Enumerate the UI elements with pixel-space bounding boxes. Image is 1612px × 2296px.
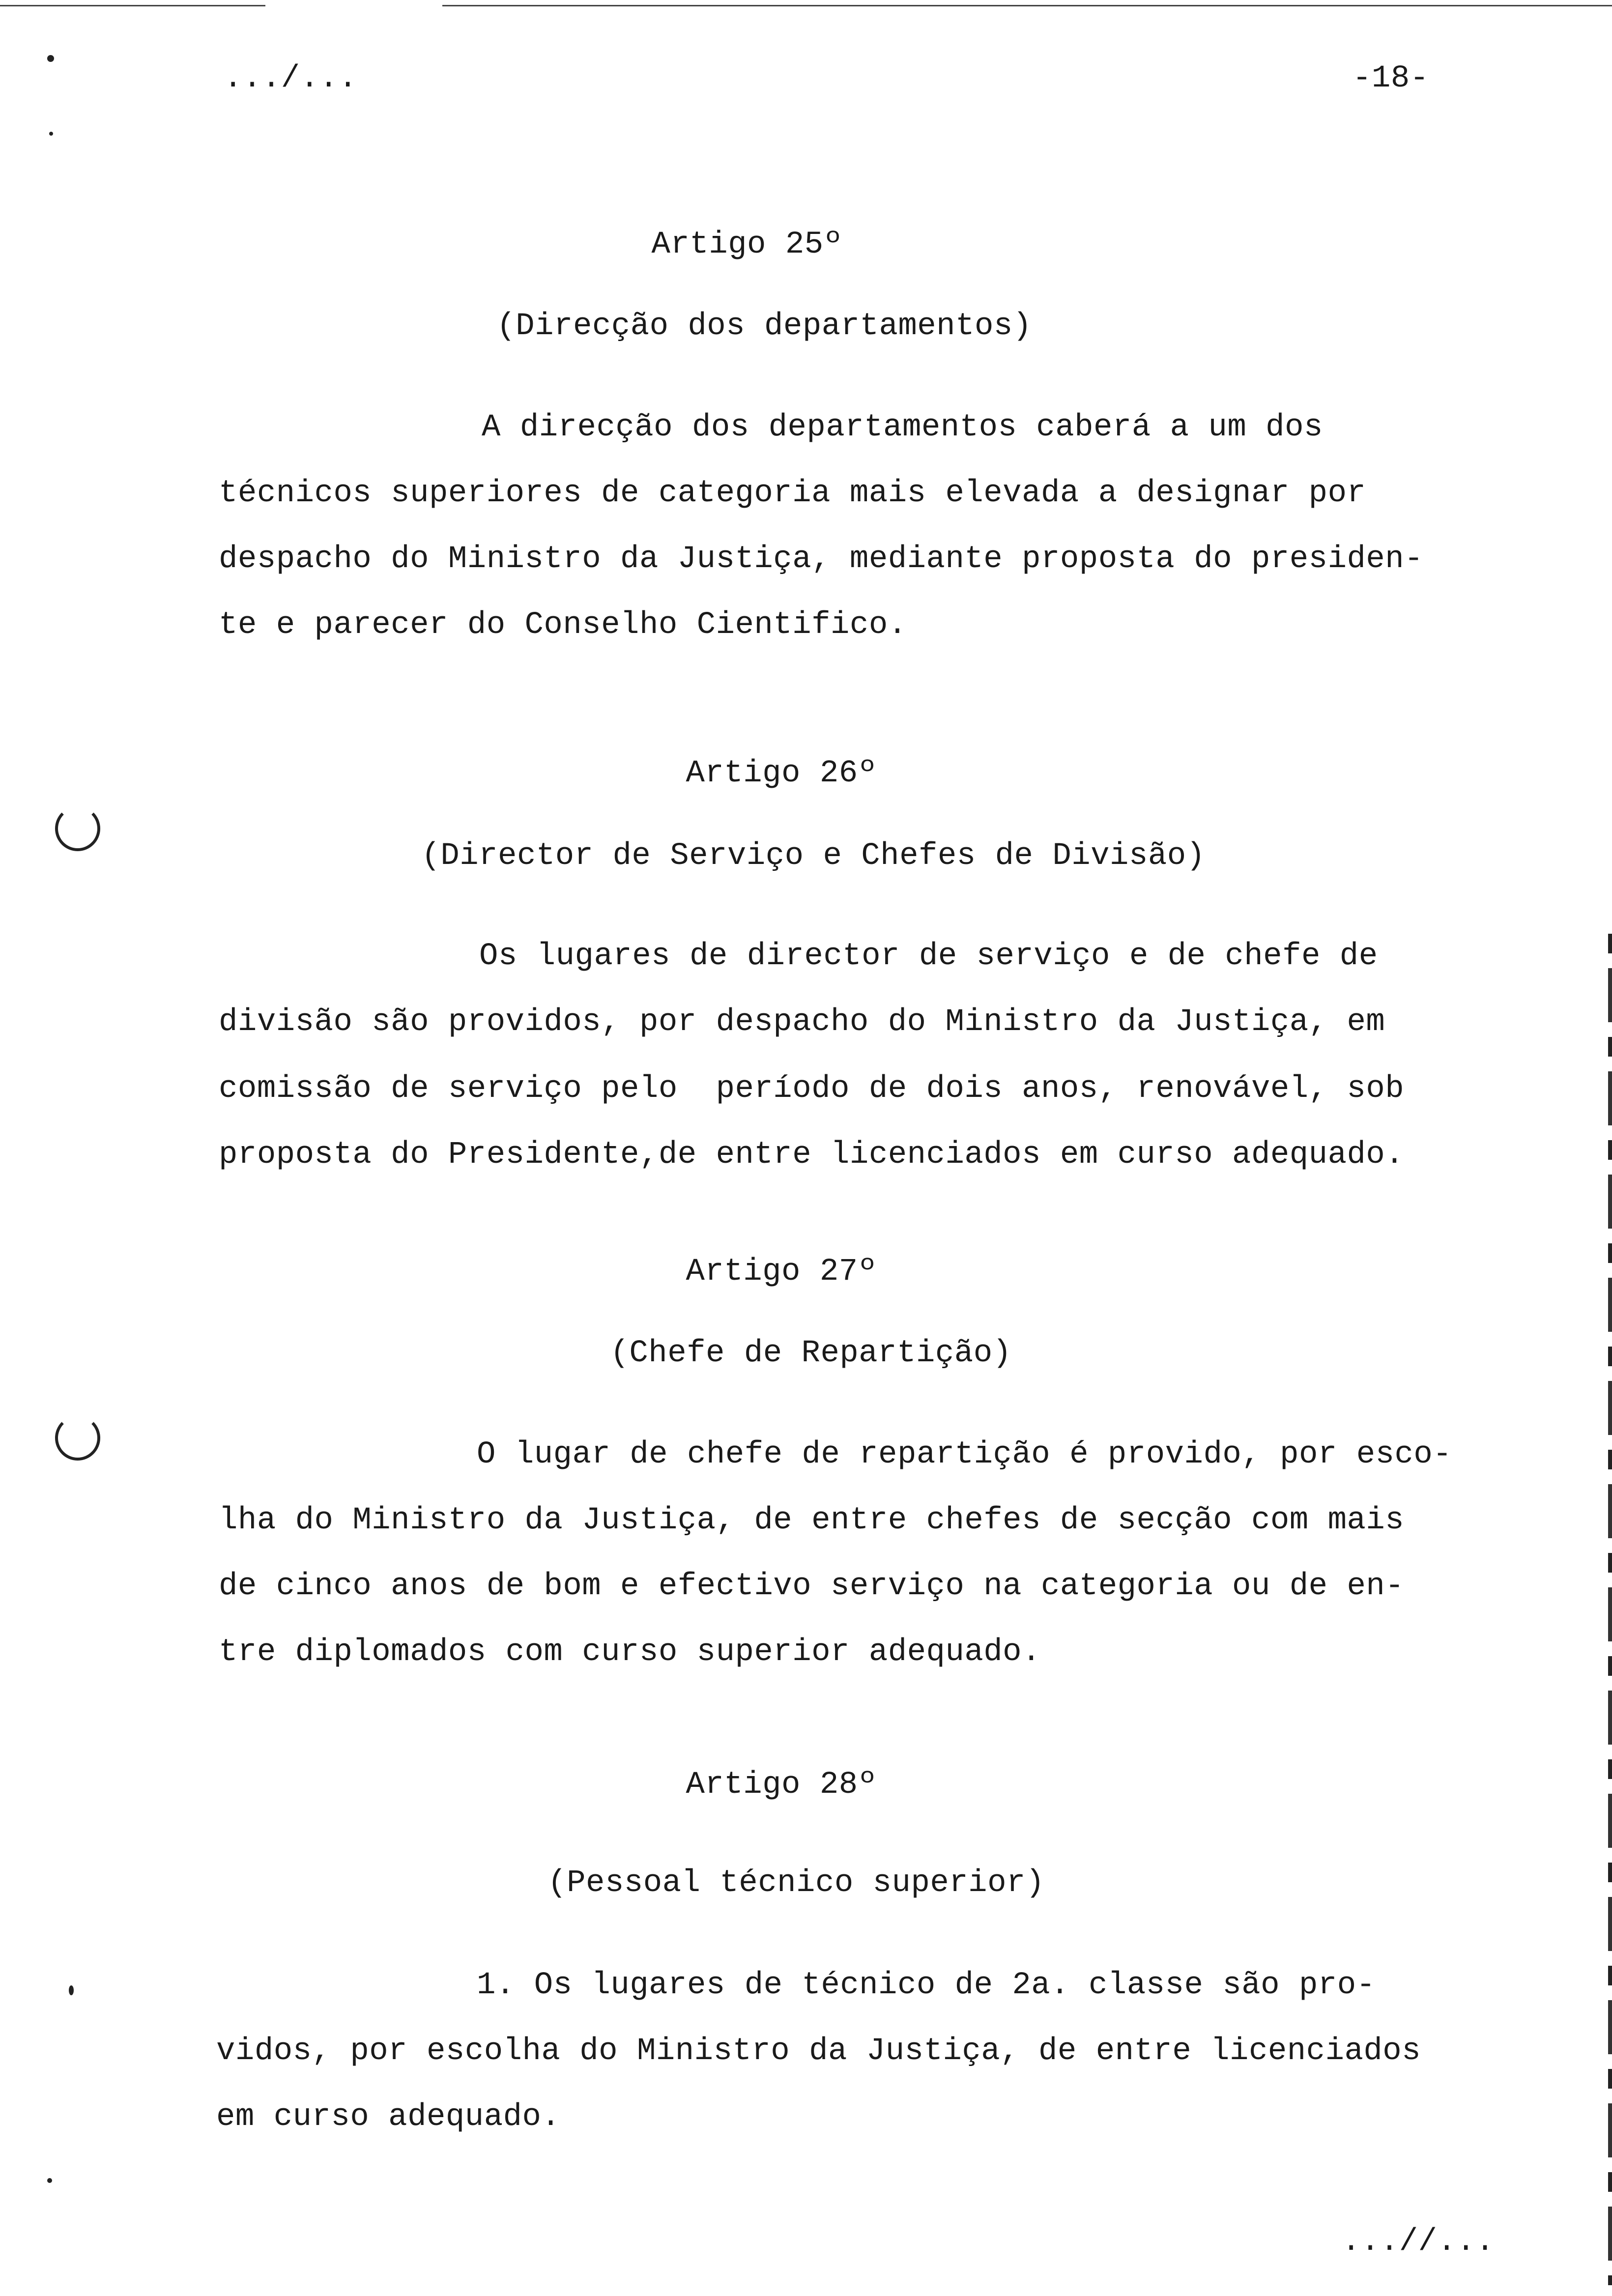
article-26-line: comissão de serviço pelo período de dois anos, renovável, sob: [219, 1071, 1405, 1107]
scan-dot: [47, 55, 54, 62]
article-27-line: lha do Ministro da Justiça, de entre chefes de secção com mais: [219, 1503, 1405, 1538]
scan-dot: [69, 1985, 74, 1995]
article-25-title: Artigo 25º: [651, 227, 843, 262]
article-25-subtitle: (Direcção dos departamentos): [496, 309, 1032, 344]
article-26-line: Os lugares de director de serviço e de chefe de: [479, 939, 1378, 974]
article-27-line: tre diplomados com curso superior adequado.: [219, 1635, 1041, 1670]
article-26-title: Artigo 26º: [686, 756, 877, 791]
footer-continuation: ...//...: [1342, 2224, 1495, 2260]
article-27-line: O lugar de chefe de repartição é provido, por esco-: [477, 1437, 1452, 1472]
article-26-subtitle: (Director de Serviço e Chefes de Divisão): [421, 838, 1206, 874]
header-continuation: .../...: [224, 61, 358, 96]
article-28-line: em curso adequado.: [216, 2099, 561, 2135]
article-27-subtitle: (Chefe de Repartição): [610, 1336, 1012, 1371]
article-26-line: divisão são providos, por despacho do Ministro da Justiça, em: [219, 1004, 1385, 1040]
article-27-title: Artigo 27º: [686, 1254, 877, 1290]
scan-top-rule: [0, 5, 1612, 6]
scan-dot: [49, 132, 53, 136]
scan-right-edge: [1608, 934, 1612, 2285]
article-25-line: te e parecer do Conselho Cientifico.: [219, 607, 907, 643]
article-25-line: técnicos superiores de categoria mais elevada a designar por: [219, 476, 1366, 511]
punch-hole-mark: [55, 1415, 100, 1461]
article-28-line: 1. Os lugares de técnico de 2a. classe são pro-: [477, 1968, 1376, 2003]
scan-dot: [47, 2178, 52, 2183]
article-28-line: vidos, por escolha do Ministro da Justiça, de entre licenciados: [216, 2034, 1421, 2069]
scan-top-rule-gap: [265, 3, 442, 8]
article-26-line: proposta do Presidente,de entre licenciados em curso adequado.: [219, 1137, 1405, 1173]
article-28-subtitle: (Pessoal técnico superior): [547, 1866, 1045, 1901]
article-27-line: de cinco anos de bom e efectivo serviço na categoria ou de en-: [219, 1569, 1405, 1604]
article-28-title: Artigo 28º: [686, 1767, 877, 1803]
article-25-line: despacho do Ministro da Justiça, mediante proposta do presiden-: [219, 542, 1424, 577]
page-number: -18-: [1353, 61, 1429, 96]
article-25-line: A direcção dos departamentos caberá a um dos: [482, 410, 1323, 445]
